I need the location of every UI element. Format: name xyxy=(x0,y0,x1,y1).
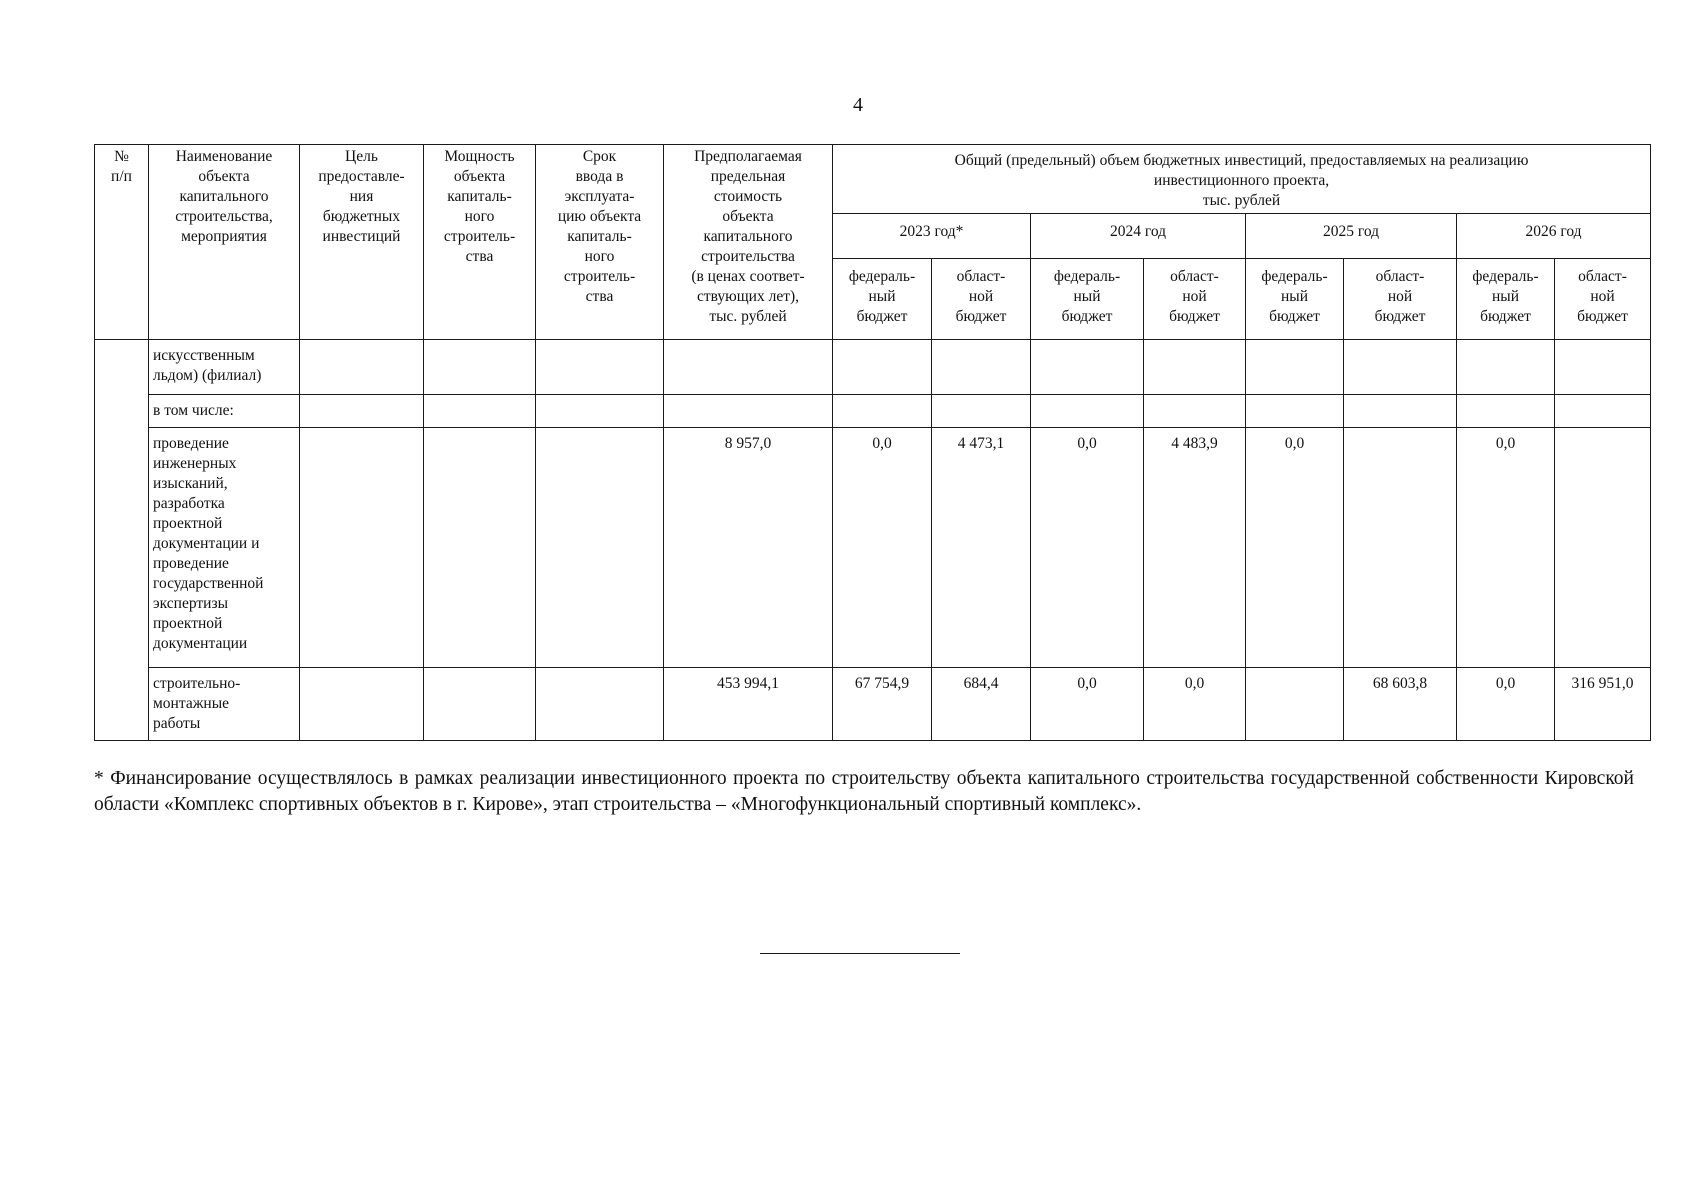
table-row xyxy=(95,340,1651,395)
header-total-group: Общий (предельный) объем бюджетных инвестиций, предоставляемых на реализацию инвестиционного проекта, тыс. рублей xyxy=(833,145,1651,214)
value-2026-regional xyxy=(1555,395,1651,428)
row-name-cell: искусственным льдом) (филиал) xyxy=(149,340,300,395)
value-2026-federal xyxy=(1457,395,1555,428)
row-cost-cell xyxy=(664,340,833,395)
row-cost-cell: 8 957,0 xyxy=(664,428,833,668)
header-2025-regional: област- ной бюджет xyxy=(1344,259,1457,340)
value-2023-regional xyxy=(932,340,1031,395)
table-row xyxy=(95,395,1651,428)
value-2026-federal: 0,0 xyxy=(1457,668,1555,741)
header-purpose: Цель предоставле- ния бюджетных инвестиций xyxy=(300,145,424,340)
value-2024-federal xyxy=(1031,340,1144,395)
value-2025-regional xyxy=(1344,395,1457,428)
header-2023-regional: област- ной бюджет xyxy=(932,259,1031,340)
value-2025-regional xyxy=(1344,428,1457,668)
row-name-cell: в том числе: xyxy=(149,395,300,428)
header-2024-regional: област- ной бюджет xyxy=(1144,259,1246,340)
value-2023-regional: 684,4 xyxy=(932,668,1031,741)
value-2026-regional: 316 951,0 xyxy=(1555,668,1651,741)
value-2026-regional xyxy=(1555,340,1651,395)
value-2023-federal xyxy=(833,395,932,428)
header-2025-federal: федераль- ный бюджет xyxy=(1246,259,1344,340)
header-year-2023: 2023 год* xyxy=(833,214,1031,259)
value-2024-federal: 0,0 xyxy=(1031,428,1144,668)
budget-investment-table xyxy=(94,144,1651,741)
header-2023-federal: федераль- ный бюджет xyxy=(833,259,932,340)
header-row-top xyxy=(95,145,1651,214)
row-name-cell: проведение инженерных изысканий, разработка проектной документации и проведение государственной экспертизы проектной документации xyxy=(149,428,300,668)
page-number: 4 xyxy=(853,94,863,116)
row-cost-cell: 453 994,1 xyxy=(664,668,833,741)
table-row xyxy=(95,428,1651,668)
value-2024-regional xyxy=(1144,340,1246,395)
header-name: Наименование объекта капитального строительства, мероприятия xyxy=(149,145,300,340)
header-year-2026: 2026 год xyxy=(1457,214,1651,259)
row-num-cell xyxy=(95,340,149,741)
row-capacity-cell xyxy=(424,395,536,428)
header-year-2025: 2025 год xyxy=(1246,214,1457,259)
header-2024-federal: федераль- ный бюджет xyxy=(1031,259,1144,340)
value-2025-federal xyxy=(1246,340,1344,395)
value-2025-federal xyxy=(1246,395,1344,428)
value-2025-regional xyxy=(1344,340,1457,395)
value-2025-federal xyxy=(1246,668,1344,741)
row-name-cell: строительно- монтажные работы xyxy=(149,668,300,741)
value-2026-regional xyxy=(1555,428,1651,668)
row-purpose-cell xyxy=(300,428,424,668)
header-num: № п/п xyxy=(95,145,149,340)
header-term: Срок ввода в эксплуата- цию объекта капиталь- ного строитель- ства xyxy=(536,145,664,340)
value-2023-federal: 0,0 xyxy=(833,428,932,668)
table-row xyxy=(95,668,1651,741)
value-2024-regional xyxy=(1144,395,1246,428)
header-capacity: Мощность объекта капиталь- ного строитель- ства xyxy=(424,145,536,340)
row-term-cell xyxy=(536,668,664,741)
end-divider-line xyxy=(760,953,960,954)
value-2025-federal: 0,0 xyxy=(1246,428,1344,668)
header-cost: Предполагаемая предельная стоимость объекта капитального строительства (в ценах соответ- ствующих лет), тыс. рублей xyxy=(664,145,833,340)
value-2026-federal: 0,0 xyxy=(1457,428,1555,668)
row-cost-cell xyxy=(664,395,833,428)
row-term-cell xyxy=(536,340,664,395)
value-2024-regional: 4 483,9 xyxy=(1144,428,1246,668)
value-2025-regional: 68 603,8 xyxy=(1344,668,1457,741)
row-purpose-cell xyxy=(300,395,424,428)
header-2026-federal: федераль- ный бюджет xyxy=(1457,259,1555,340)
row-capacity-cell xyxy=(424,340,536,395)
row-term-cell xyxy=(536,428,664,668)
row-purpose-cell xyxy=(300,668,424,741)
value-2024-federal xyxy=(1031,395,1144,428)
value-2023-regional xyxy=(932,395,1031,428)
footnote: * Финансирование осуществлялось в рамках реализации инвестиционного проекта по строительству объекта капитального строительства государственной собственности Кировской области «Комплекс спортивных объектов в г. Кирове», этап строительства – «Многофункциональный спортивный комплекс». xyxy=(94,768,1634,815)
value-2024-federal: 0,0 xyxy=(1031,668,1144,741)
row-term-cell xyxy=(536,395,664,428)
row-capacity-cell xyxy=(424,428,536,668)
value-2023-federal: 67 754,9 xyxy=(833,668,932,741)
row-capacity-cell xyxy=(424,668,536,741)
value-2023-federal xyxy=(833,340,932,395)
header-2026-regional: област- ной бюджет xyxy=(1555,259,1651,340)
value-2024-regional: 0,0 xyxy=(1144,668,1246,741)
row-purpose-cell xyxy=(300,340,424,395)
value-2026-federal xyxy=(1457,340,1555,395)
header-year-2024: 2024 год xyxy=(1031,214,1246,259)
value-2023-regional: 4 473,1 xyxy=(932,428,1031,668)
